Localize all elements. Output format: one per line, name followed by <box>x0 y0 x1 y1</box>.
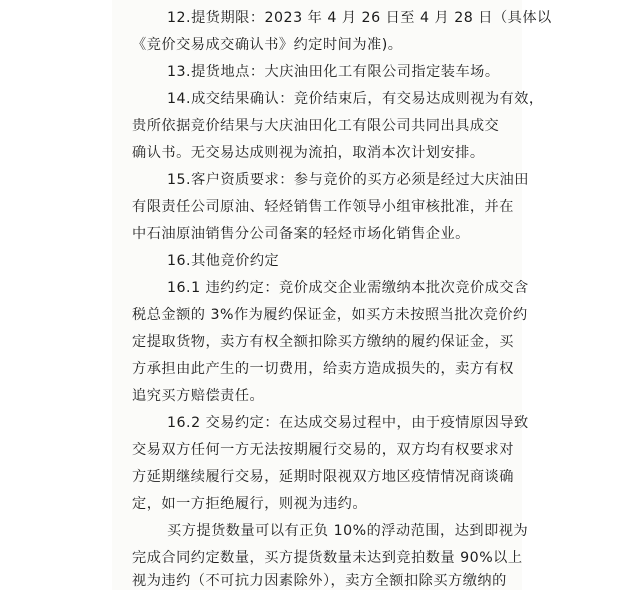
text-line: 贵所依据竞价结果与大庆油田化工有限公司共同出具成交 <box>132 118 500 134</box>
text-line: 《竞价交易成交确认书》约定时间为准)。 <box>132 37 403 53</box>
text-line: 16.1 违约约定：竞价成交企业需缴纳本批次竞价成交含 <box>167 280 529 296</box>
text-line: 确认书。无交易达成则视为流拍，取消本次计划安排。 <box>132 145 485 161</box>
text-line: 16.2 交易约定：在达成交易过程中，由于疫情原因导致 <box>167 415 529 431</box>
text-line: 追究买方赔偿责任。 <box>132 388 265 404</box>
text-line: 交易双方任何一方无法按期履行交易的，双方均有权要求对 <box>132 442 514 458</box>
text-line: 定提取货物，卖方有权全额扣除买方缴纳的履约保证金，买 <box>132 334 514 350</box>
text-line: 买方提货数量可以有正负 10%的浮动范围，达到即视为 <box>167 523 529 539</box>
section-heading: 16.其他竞价约定 <box>167 253 280 269</box>
text-line: 方延期继续履行交易，延期时限视双方地区疫情情况商谈确 <box>132 469 514 485</box>
text-line: 方承担由此产生的一切费用，给卖方造成损失的，卖方有权 <box>132 361 514 377</box>
text-line: 有限责任公司原油、轻烃销售工作领导小组审核批准，并在 <box>132 199 514 215</box>
text-line: 13.提货地点：大庆油田化工有限公司指定装车场。 <box>167 64 500 80</box>
text-line: 完成合同约定数量，买方提货数量未达到竞拍数量 90%以上 <box>132 550 523 566</box>
text-line: 税总金额的 3%作为履约保证金，如买方未按照当批次竞价约 <box>132 307 528 323</box>
text-line: 12.提货期限：2023 年 4 月 26 日至 4 月 28 日（具体以 <box>167 10 552 26</box>
text-line: 定，如一方拒绝履行，则视为违约。 <box>132 496 368 512</box>
text-line: 中石油原油销售分公司备案的轻烃市场化销售企业。 <box>132 226 470 242</box>
text-line: 视为违约（不可抗力因素除外），卖方全额扣除买方缴纳的 <box>132 573 507 589</box>
text-line: 14.成交结果确认：竞价结束后，有交易达成则视为有效， <box>167 91 544 107</box>
text-line: 15.客户资质要求：参与竞价的买方必须是经过大庆油田 <box>167 172 529 188</box>
document-page <box>112 0 552 590</box>
